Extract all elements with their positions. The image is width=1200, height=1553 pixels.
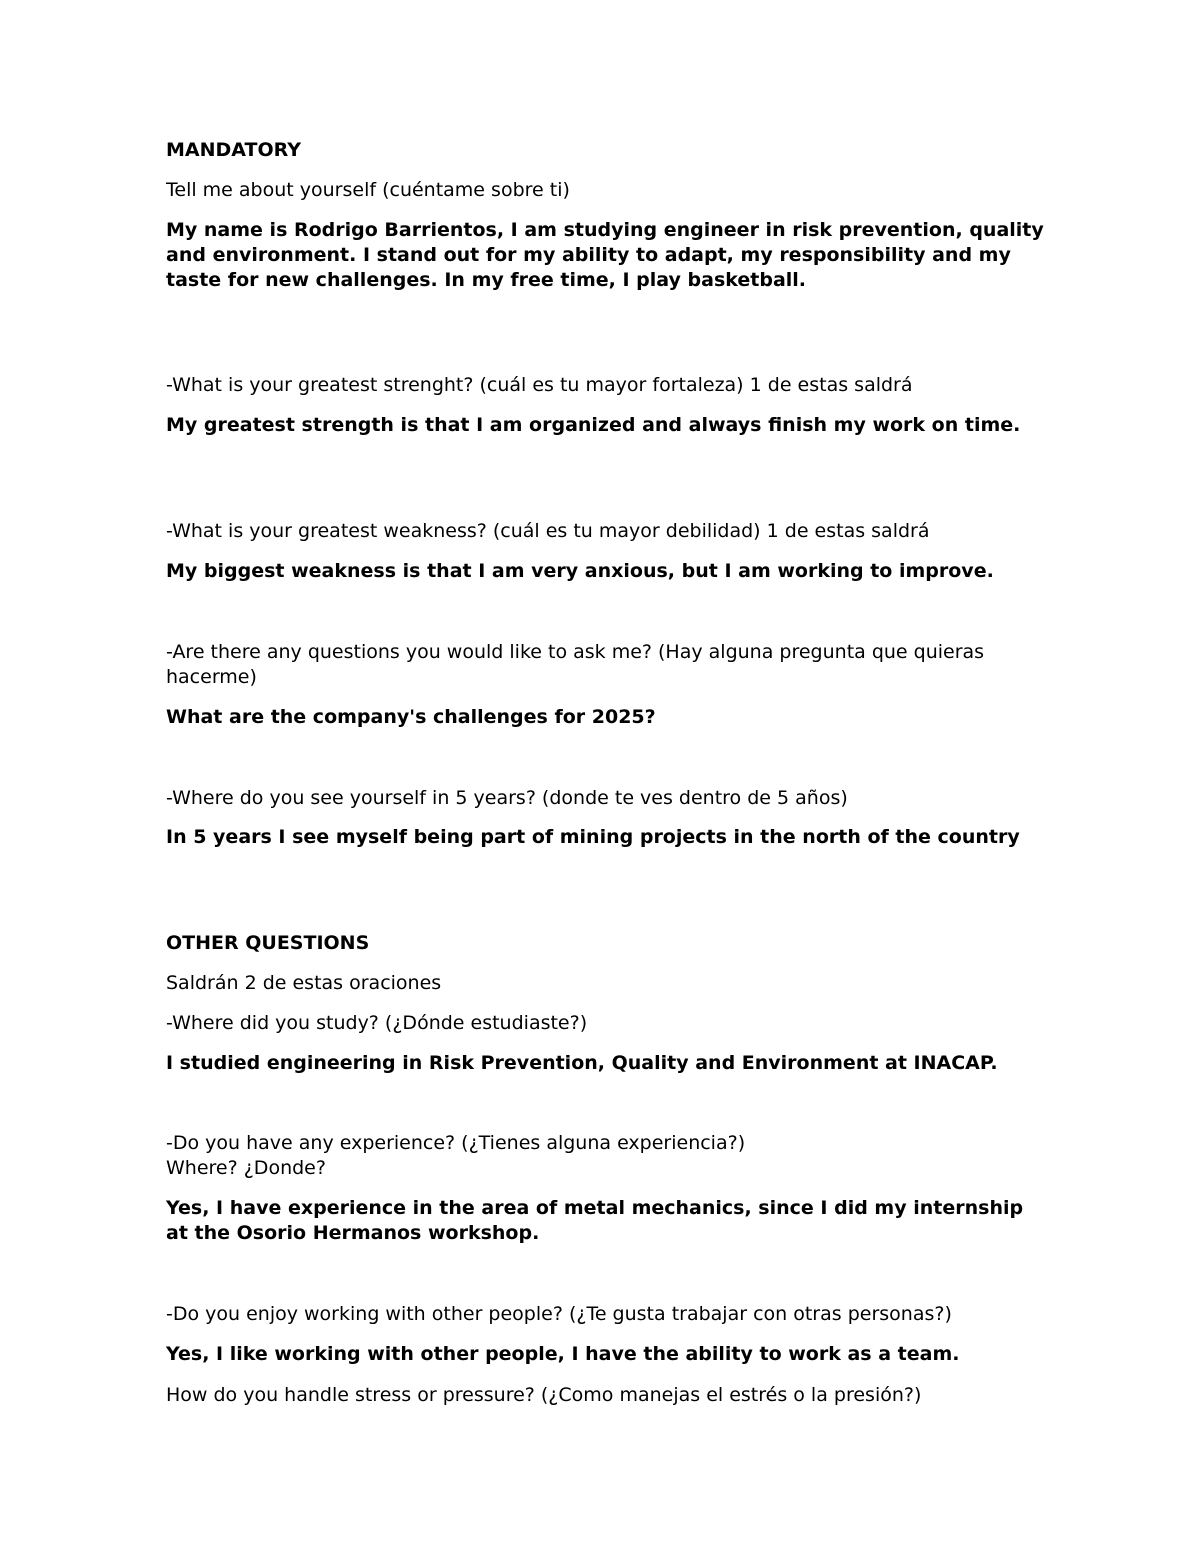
section-heading-other-questions: OTHER QUESTIONS <box>166 932 370 954</box>
answer-tell-me-about-yourself: My name is Rodrigo Barrientos, I am studying engineer in risk prevention, quality and environment. I stand out for my ability to adapt, my responsibility and my taste for new challenges. In my free time, I play basketball. <box>166 219 1051 291</box>
answer-experience: Yes, I have experience in the area of metal mechanics, since I did my internship at the Osorio Hermanos workshop. <box>166 1197 1030 1244</box>
question-greatest-strength: -What is your greatest strenght? (cuál es tu mayor fortaleza) 1 de estas saldrá <box>166 374 913 396</box>
answer-teamwork: Yes, I like working with other people, I have the ability to work as a team. <box>166 1343 960 1365</box>
question-experience: -Do you have any experience? (¿Tienes alguna experiencia?) <box>166 1132 746 1154</box>
question-teamwork: -Do you enjoy working with other people? (¿Te gusta trabajar con otras personas?) <box>166 1303 952 1325</box>
question-tell-me-about-yourself: Tell me about yourself (cuéntame sobre ti) <box>166 179 570 201</box>
answer-greatest-strength: My greatest strength is that I am organized and always finish my work on time. <box>166 414 1021 436</box>
answer-where-study: I studied engineering in Risk Prevention, Quality and Environment at INACAP. <box>166 1052 998 1074</box>
answer-greatest-weakness: My biggest weakness is that I am very anxious, but I am working to improve. <box>166 560 994 582</box>
question-greatest-weakness: -What is your greatest weakness? (cuál es tu mayor debilidad) 1 de estas saldrá <box>166 520 930 542</box>
question-any-questions: -Are there any questions you would like to ask me? (Hay alguna pregunta que quieras hacerme) <box>166 641 991 688</box>
question-experience-where: Where? ¿Donde? <box>166 1157 326 1179</box>
question-five-years: -Where do you see yourself in 5 years? (donde te ves dentro de 5 años) <box>166 787 848 809</box>
question-where-study: -Where did you study? (¿Dónde estudiaste?) <box>166 1012 588 1034</box>
answer-any-questions: What are the company's challenges for 2025? <box>166 706 656 728</box>
question-stress: How do you handle stress or pressure? (¿Como manejas el estrés o la presión?) <box>166 1384 922 1406</box>
answer-five-years: In 5 years I see myself being part of mining projects in the north of the country <box>166 826 1020 848</box>
section-heading-mandatory: MANDATORY <box>166 139 301 161</box>
other-questions-note: Saldrán 2 de estas oraciones <box>166 972 442 994</box>
